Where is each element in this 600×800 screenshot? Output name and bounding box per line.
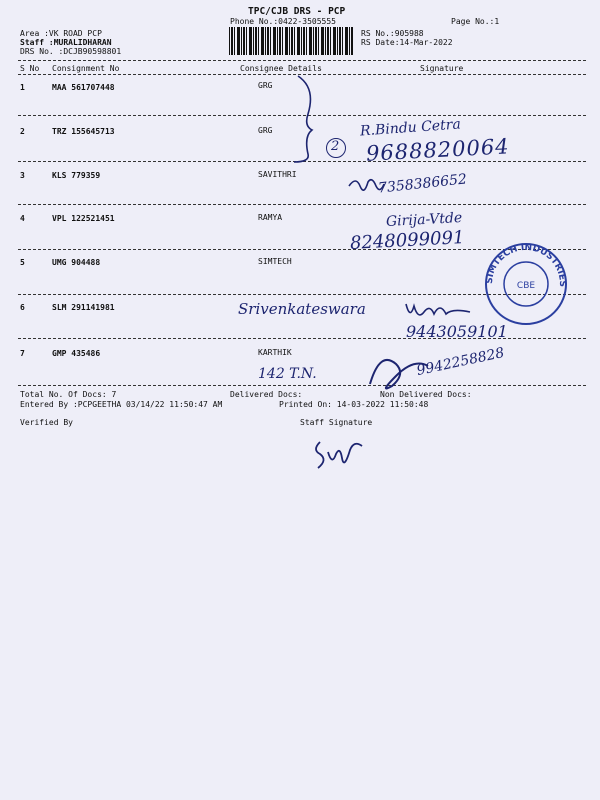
entered-by: Entered By :PCPGEETHA 03/14/22 11:50:47 AM [20,400,223,409]
rs-number: RS No.:905988 [361,29,424,38]
row-consignment: TRZ 155645713 [52,127,115,136]
row-sno: 5 [20,258,25,267]
svg-text:SIMTECH INDUSTRIES: SIMTECH INDUSTRIES [484,242,568,288]
row-consignment: UMG 904488 [52,258,101,267]
divider [18,60,586,61]
company-stamp [466,236,586,326]
svg-text:CBE: CBE [516,281,536,291]
rs-date: RS Date:14-Mar-2022 [361,38,453,47]
printed-on: Printed On: 14-03-2022 11:50:48 [279,400,429,409]
barcode [229,27,353,55]
row-sno: 2 [20,127,25,136]
handwritten-phone: 9443059101 [406,322,508,341]
staff-signature [310,436,370,476]
bracket-mark [290,74,330,164]
row-sno: 4 [20,214,25,223]
row-consignment: SLM 291141981 [52,303,115,312]
row-consignee: GRG [258,81,273,90]
col-header-consignment: Consignment No [52,64,120,73]
row-sno: 3 [20,171,25,180]
handwritten-name: R.Bindu Cetra [359,116,462,140]
row-consignee: KARTHIK [258,348,292,357]
col-header-sno: S No [20,64,40,73]
document-title: TPC/CJB DRS - PCP [248,6,346,17]
drs-number: DRS No. :DCJB90598801 [20,47,122,56]
row-consignment: VPL 122521451 [52,214,115,223]
handwritten-phone: 9688820064 [365,134,511,166]
signature-mark [404,298,474,324]
row-sno: 6 [20,303,25,312]
total-docs: Total No. Of Docs: 7 [20,390,117,399]
divider [18,204,586,205]
non-delivered-docs: Non Delivered Docs: [380,390,472,399]
col-header-signature: Signature [420,64,464,73]
delivered-docs: Delivered Docs: [230,390,303,399]
row-consignment: KLS 779359 [52,171,101,180]
area-label: Area :VK ROAD PCP [20,29,102,38]
staff-label: Staff :MURALIDHARAN [20,38,112,47]
row-sno: 7 [20,349,25,358]
row-consignee: SIMTECH [258,257,292,266]
row-consignment: GMP 435486 [52,349,101,358]
divider [18,385,586,386]
page-number: Page No.:1 [451,17,500,26]
verified-by: Verified By [20,418,73,427]
row-sno: 1 [20,83,25,92]
row-consignee: GRG [258,126,273,135]
row-consignee: SAVITHRI [258,170,297,179]
row-consignee: RAMYA [258,213,283,222]
handwritten-name: Srivenkateswara [238,300,366,318]
handwritten-phone: 8248099091 [349,227,466,254]
col-header-consignee: Consignee Details [240,64,322,73]
phone-number: Phone No.:0422-3505555 [230,17,336,26]
row-consignment: MAA 561707448 [52,83,115,92]
circle-mark: 2 [326,138,346,158]
handwritten-name: Girija-Vtde [385,210,463,230]
handwritten-phone: 7358386652 [377,171,468,197]
handwritten-note: 142 T.N. [258,366,317,382]
handwritten-phone: 9942258828 [415,344,506,380]
staff-signature-label: Staff Signature [300,418,373,427]
